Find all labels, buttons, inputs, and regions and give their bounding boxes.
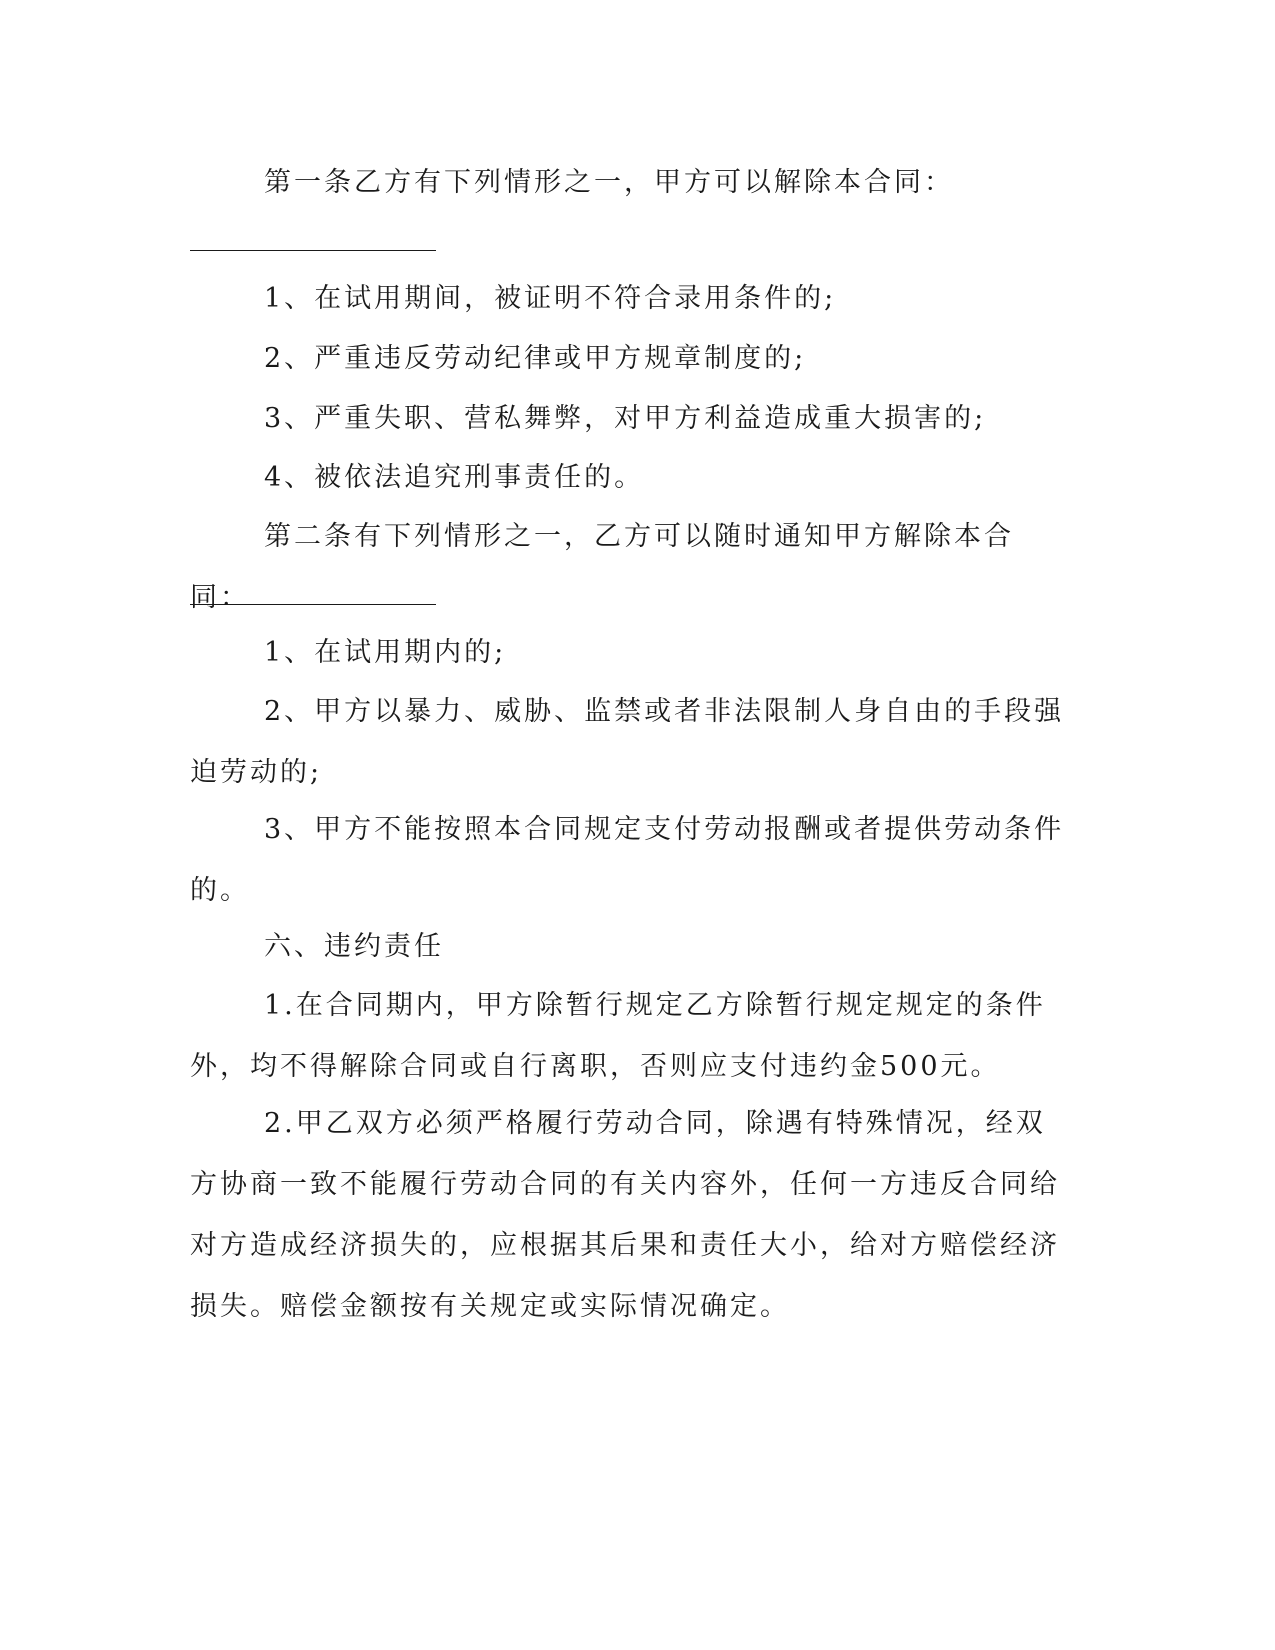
clause-1-item-1: 1、在试用期间，被证明不符合录用条件的; [264, 283, 837, 314]
clause-2-item-3: 3、甲方不能按照本合同规定支付劳动报酬或者提供劳动条件的。 [190, 814, 1065, 906]
clause-1-heading: 第一条乙方有下列情形之一，甲方可以解除本合同： [264, 167, 954, 198]
clause-2-item-2: 2、甲方以暴力、威胁、监禁或者非法限制人身自由的手段强迫劳动的; [190, 696, 1065, 788]
clause-2-heading: 第二条有下列情形之一，乙方可以随时通知甲方解除本合同： [190, 521, 1014, 613]
fill-in-blank-line [190, 250, 436, 251]
clause-1-item-3: 3、严重失职、营私舞弊，对甲方利益造成重大损害的; [264, 403, 987, 434]
clause-1-item-4: 4、被依法追究刑事责任的。 [264, 462, 645, 493]
clause-2-item-1: 1、在试用期内的; [264, 637, 507, 668]
fill-in-blank-line [190, 604, 436, 605]
breach-item-2: 2.甲乙双方必须严格履行劳动合同，除遇有特殊情况，经双方协商一致不能履行劳动合同的有关内容外，任何一方违反合同给对方造成经济损失的，应根据其后果和责任大小，给对方赔偿经济损失。赔偿金额按有关规定或实际情况确定。 [190, 1108, 1060, 1322]
clause-1-item-2: 2、严重违反劳动纪律或甲方规章制度的; [264, 343, 807, 374]
section-heading-breach-liability: 六、违约责任 [264, 931, 444, 962]
breach-item-1: 1.在合同期内，甲方除暂行规定乙方除暂行规定规定的条件外，均不得解除合同或自行离职，否则应支付违约金500元。 [190, 990, 1046, 1082]
